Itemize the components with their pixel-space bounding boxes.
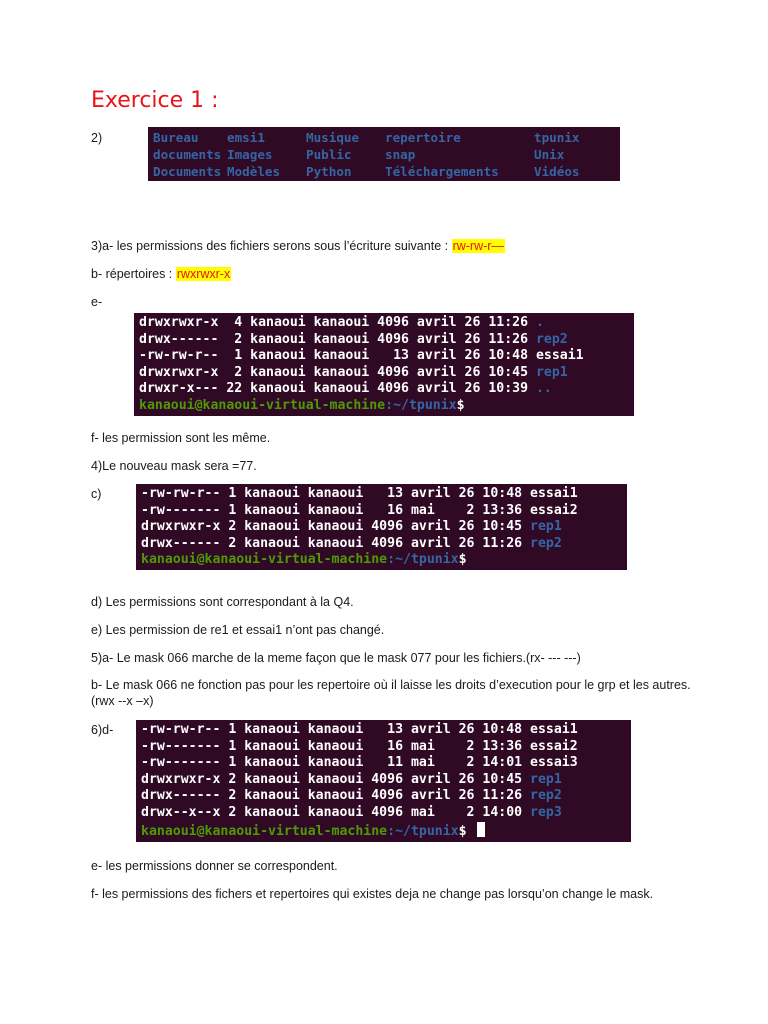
file-name: essai1 — [535, 348, 584, 364]
ls-grid — [148, 127, 620, 180]
file-name: .. — [535, 381, 552, 397]
q6f-text: f- les permissions des fichers et repertoires qui existes deja ne change pas lorsqu’on change le mask. — [91, 887, 654, 901]
terminal-line — [139, 365, 634, 382]
terminal-line — [139, 348, 634, 365]
terminal-line — [141, 739, 631, 756]
file-info: -rw-rw-r-- 1 kanaoui kanaoui 13 avril 26 10:48 — [139, 348, 536, 364]
ls-item: Images — [227, 147, 273, 162]
file-info: -rw------- 1 kanaoui kanaoui 16 mai 2 13:36 — [141, 738, 531, 754]
terminal-line — [139, 332, 634, 349]
terminal-q4c — [136, 484, 627, 570]
terminal-q6d — [136, 720, 631, 842]
terminal-prompt — [141, 552, 627, 569]
file-info: drwxrwxr-x 2 kanaoui kanaoui 4096 avril 26 10:45 — [139, 364, 536, 380]
ls-item: Public — [306, 147, 352, 162]
ls-item: Musique — [306, 130, 360, 145]
q6e-text: e- les permissions donner se correspondent. — [91, 859, 338, 873]
prompt-symbol: $ — [458, 552, 467, 568]
ls-item: documents — [153, 147, 222, 162]
file-info: drwxrwxr-x 2 kanaoui kanaoui 4096 avril 26 10:45 — [141, 771, 531, 787]
prompt-path: :~/tpunix — [385, 397, 457, 413]
terminal-line — [139, 381, 634, 398]
terminal-line — [139, 315, 634, 332]
file-name: rep1 — [535, 364, 568, 380]
ls-item: Documents — [153, 164, 222, 179]
prompt-path: :~/tpunix — [387, 552, 459, 568]
terminal-q3e — [134, 313, 634, 416]
file-name: rep2 — [530, 535, 562, 551]
file-name: rep2 — [535, 331, 568, 347]
ls-item: Python — [306, 164, 352, 179]
q3a-highlight: rw-rw-r— — [452, 239, 504, 253]
terminal-line — [141, 722, 631, 739]
q4-text: 4)Le nouveau mask sera =77. — [91, 459, 257, 473]
file-name: essai1 — [530, 722, 578, 737]
q6d-label: 6)d- — [91, 723, 114, 737]
terminal-prompt — [139, 398, 634, 415]
file-info: drwx------ 2 kanaoui kanaoui 4096 avril 26 11:26 — [141, 535, 531, 551]
terminal-line — [141, 486, 627, 503]
q3b-text: b- répertoires : — [91, 267, 176, 281]
file-name: essai1 — [530, 486, 578, 501]
q3a-text: 3)a- les permissions des fichiers serons sous l’écriture suivante : — [91, 239, 452, 253]
file-name: essai3 — [530, 755, 578, 771]
prompt-user: kanaoui@kanaoui-virtual-machine — [141, 823, 388, 839]
q4c-label: c) — [91, 487, 102, 501]
file-info: drwx------ 2 kanaoui kanaoui 4096 avril 26 11:26 — [141, 788, 531, 804]
ls-item: Téléchargements — [385, 164, 499, 179]
ls-item: emsi1 — [227, 130, 265, 145]
file-info: -rw------- 1 kanaoui kanaoui 11 mai 2 14:01 — [141, 755, 531, 771]
ls-item: tpunix — [534, 130, 580, 145]
prompt-user: kanaoui@kanaoui-virtual-machine — [141, 552, 388, 568]
terminal-prompt — [141, 822, 631, 839]
file-info: -rw-rw-r-- 1 kanaoui kanaoui 13 avril 26 10:48 — [141, 722, 531, 737]
q5a-text: 5)a- Le mask 066 marche de la meme façon que le mask 077 pour les fichiers.(rx- --- ---) — [91, 651, 581, 665]
file-info: drwx------ 2 kanaoui kanaoui 4096 avril 26 11:26 — [139, 331, 536, 347]
q4e-text: e) Les permission de re1 et essai1 n’ont pas changé. — [91, 623, 385, 637]
file-name: . — [535, 315, 544, 330]
terminal-line — [141, 519, 627, 536]
terminal-line — [141, 536, 627, 553]
ls-item: Modèles — [227, 164, 281, 179]
terminal-line — [141, 788, 631, 805]
prompt-symbol: $ — [456, 397, 465, 413]
terminal-cursor — [477, 822, 485, 837]
q3e-label: e- — [91, 295, 103, 309]
q2-label: 2) — [91, 131, 103, 145]
terminal-line — [141, 805, 631, 822]
file-name: rep3 — [530, 804, 562, 820]
q3b-line — [91, 266, 231, 282]
file-name: rep1 — [530, 771, 562, 787]
q3a-line — [91, 238, 505, 254]
file-name: essai2 — [530, 738, 578, 754]
q3f-text: f- les permission sont les même. — [91, 431, 271, 445]
prompt-path: :~/tpunix — [387, 823, 459, 839]
file-info: drwxrwxr-x 4 kanaoui kanaoui 4096 avril 26 11:26 — [139, 315, 536, 330]
prompt-symbol: $ — [458, 823, 475, 839]
file-info: -rw-rw-r-- 1 kanaoui kanaoui 13 avril 26 10:48 — [141, 486, 531, 501]
file-info: drwxr-x--- 22 kanaoui kanaoui 4096 avril 26 10:39 — [139, 381, 536, 397]
file-name: rep2 — [530, 788, 562, 804]
terminal-ls-output — [148, 127, 620, 181]
page-title: Exercice 1 : — [91, 88, 219, 113]
q5b-text: b- Le mask 066 ne fonction pas pour les repertoire où il laisse les droits d’execution pour le grp et les autres.(rwx --x –x) — [91, 678, 691, 708]
q3b-highlight: rwxrwxr-x — [176, 267, 231, 281]
file-name: rep1 — [530, 519, 562, 535]
file-info: -rw------- 1 kanaoui kanaoui 16 mai 2 13:36 — [141, 502, 531, 518]
ls-item: snap — [385, 147, 416, 162]
ls-item: Vidéos — [534, 164, 580, 179]
terminal-line — [141, 503, 627, 520]
file-name: essai2 — [530, 502, 578, 518]
terminal-line — [141, 772, 631, 789]
terminal-line — [141, 755, 631, 772]
ls-item: repertoire — [385, 130, 461, 145]
file-info: drwxrwxr-x 2 kanaoui kanaoui 4096 avril 26 10:45 — [141, 519, 531, 535]
ls-item: Bureau — [153, 130, 199, 145]
file-info: drwx--x--x 2 kanaoui kanaoui 4096 mai 2 14:00 — [141, 804, 531, 820]
prompt-user: kanaoui@kanaoui-virtual-machine — [139, 397, 386, 413]
ls-item: Unix — [534, 147, 565, 162]
q4d-text: d) Les permissions sont correspondant à la Q4. — [91, 595, 354, 609]
